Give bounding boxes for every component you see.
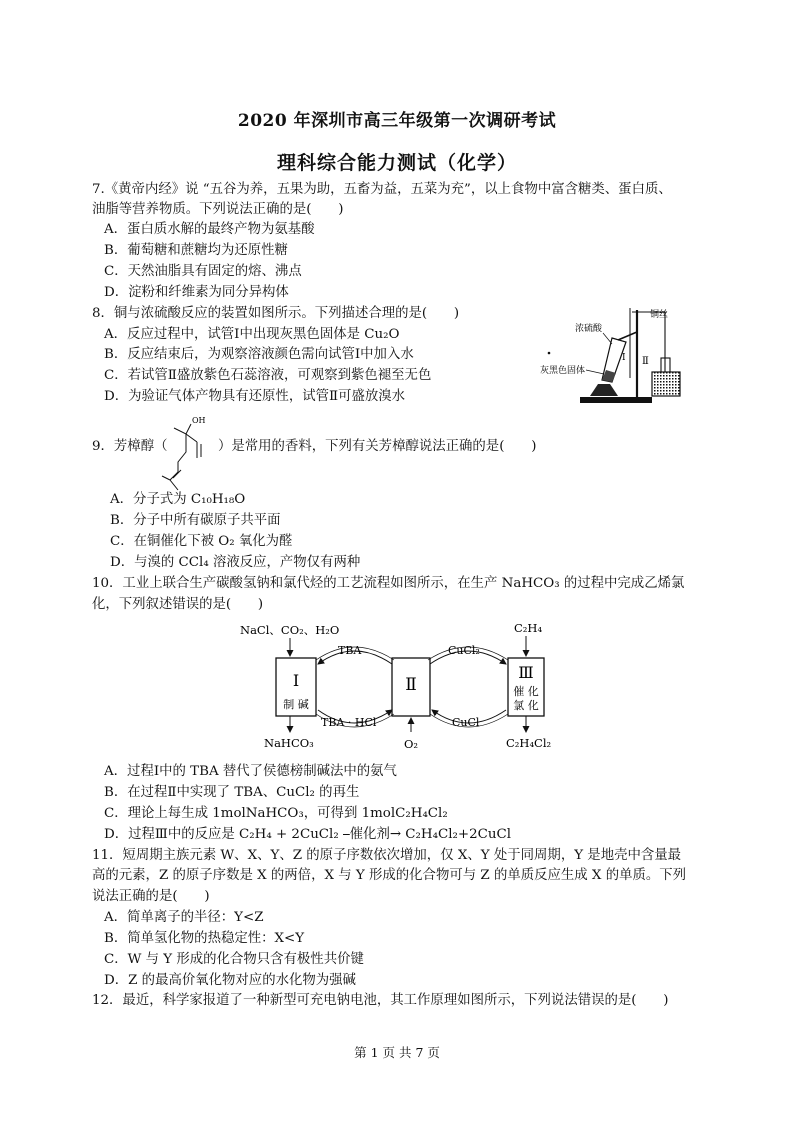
arrow-label-cucl2: CuCl₂: [448, 644, 480, 657]
q10-option-b: B．在过程Ⅱ中实现了 TBA、CuCl₂ 的再生: [104, 785, 360, 800]
q8-option-b: B．反应结束后，为观察溶液颜色需向试管Ⅰ中加入水: [104, 347, 414, 362]
q7-option-c: C．天然油脂具有固定的熔、沸点: [104, 264, 302, 279]
box1-label: 制 碱: [283, 698, 309, 711]
output-c2h4cl2: C₂H₄Cl₂: [506, 736, 552, 750]
process-flow-diagram: [236, 616, 566, 754]
box1-number: Ⅰ: [292, 671, 300, 690]
fig-label-tube1: Ⅰ: [622, 353, 626, 363]
arrow-label-tba: TBA: [338, 644, 362, 657]
q7-stem-line2: 油脂等营养物质。下列说法正确的是( ): [92, 202, 344, 217]
q11-option-a: A．简单离子的半径：Y<Z: [104, 910, 264, 925]
q8-stem: 8．铜与浓硫酸反应的装置如图所示。下列描述合理的是( ): [92, 306, 460, 321]
q8-option-d: D．为验证气体产物具有还原性，试管Ⅱ可盛放溴水: [104, 389, 406, 404]
q11-option-d: D．Z 的最高价氧化物对应的水化物为强碱: [104, 973, 356, 988]
page-number: 第 1 页 共 7 页: [354, 1045, 440, 1060]
linalool-structure: [160, 412, 220, 500]
q7-option-b: B．葡萄糖和蔗糖均为还原性糖: [104, 243, 288, 258]
structure-oh-label: OH: [192, 416, 206, 425]
q12-stem: 12．最近，科学家报道了一种新型可充电钠电池，其工作原理如图所示，下列说法错误的是( ): [92, 993, 669, 1008]
box2-number: Ⅱ: [405, 675, 417, 695]
q7-stem-line1: 7.《黄帝内经》说 “五谷为养，五果为助，五畜为益，五菜为充”，以上食物中富含糖类、蛋白质、: [92, 182, 672, 197]
q9-stem-start: 9．芳樟醇（: [92, 439, 168, 454]
output-nahco3: NaHCO₃: [264, 736, 314, 750]
q11-option-b: B．简单氢化物的热稳定性：X<Y: [104, 931, 305, 946]
exam-title: 2020 年深圳市高三年级第一次调研考试: [237, 111, 557, 131]
q10-stem-line1: 10．工业上联合生产碳酸氢钠和氯代烃的工艺流程如图所示，在生产 NaHCO₃ 的过程中完成乙烯氯: [92, 576, 685, 591]
q9-stem-end: ）是常用的香料，下列有关芳樟醇说法正确的是( ): [218, 439, 537, 454]
input-o2: O₂: [404, 737, 419, 751]
copper-acid-apparatus: [540, 300, 700, 408]
q11-stem-line3: 说法正确的是( ): [92, 889, 210, 904]
box3-label-line2: 氯 化: [513, 699, 539, 712]
q10-stem-line2: 化，下列叙述错误的是( ): [92, 597, 264, 612]
q11-stem-line2: 高的元素，Z 的原子序数是 X 的两倍，X 与 Y 形成的化合物可与 Z 的单质反应生成 X 的单质。下列: [92, 868, 687, 883]
q10-option-d: D．过程Ⅲ中的反应是 C₂H₄ + 2CuCl₂ ⎯催化剂→ C₂H₄Cl₂+2CuCl: [104, 827, 512, 842]
q10-option-a: A．过程Ⅰ中的 TBA 替代了侯德榜制碱法中的氨气: [104, 764, 397, 779]
input-nacl-co2-h2o: NaCl、CO₂、H₂O: [240, 623, 340, 637]
arrow-label-tba-hcl: TBA · HCl: [321, 716, 377, 729]
fig-label-acid: 浓硫酸: [575, 324, 603, 334]
box3-number: Ⅲ: [518, 663, 534, 682]
q8-option-c: C．若试管Ⅱ盛放紫色石蕊溶液，可观察到紫色褪至无色: [104, 368, 432, 383]
q11-stem-line1: 11．短周期主族元素 W、X、Y、Z 的原子序数依次增加，仅 X、Y 处于同周期，Y 是地壳中含量最: [92, 848, 682, 863]
q8-option-a: A．反应过程中，试管Ⅰ中出现灰黑色固体是 Cu₂O: [104, 327, 400, 342]
exam-subtitle: 理科综合能力测试（化学）: [276, 152, 517, 174]
q11-option-c: C．W 与 Y 形成的化合物只含有极性共价键: [104, 952, 364, 967]
q10-option-c: C．理论上每生成 1molNaHCO₃，可得到 1molC₂H₄Cl₂: [104, 806, 448, 821]
fig-label-tube2: Ⅱ: [642, 356, 649, 367]
input-c2h4: C₂H₄: [514, 621, 543, 635]
q9-option-c: C．在铜催化下被 O₂ 氧化为醛: [110, 534, 293, 549]
q7-option-d: D．淀粉和纤维素为同分异构体: [104, 285, 289, 300]
fig-label-solid: 灰黑色固体: [540, 366, 586, 376]
arrow-label-cucl: CuCl: [452, 716, 480, 729]
q9-option-a: A．分子式为 C₁₀H₁₈O: [110, 492, 246, 507]
q9-option-b: B．分子中所有碳原子共平面: [110, 513, 281, 528]
q7-option-a: A．蛋白质水解的最终产物为氨基酸: [104, 222, 315, 237]
fig-label-wire: 铜丝: [650, 310, 669, 320]
q9-option-d: D．与溴的 CCl₄ 溶液反应，产物仅有两种: [110, 555, 361, 570]
box3-label-line1: 催 化: [513, 685, 539, 698]
